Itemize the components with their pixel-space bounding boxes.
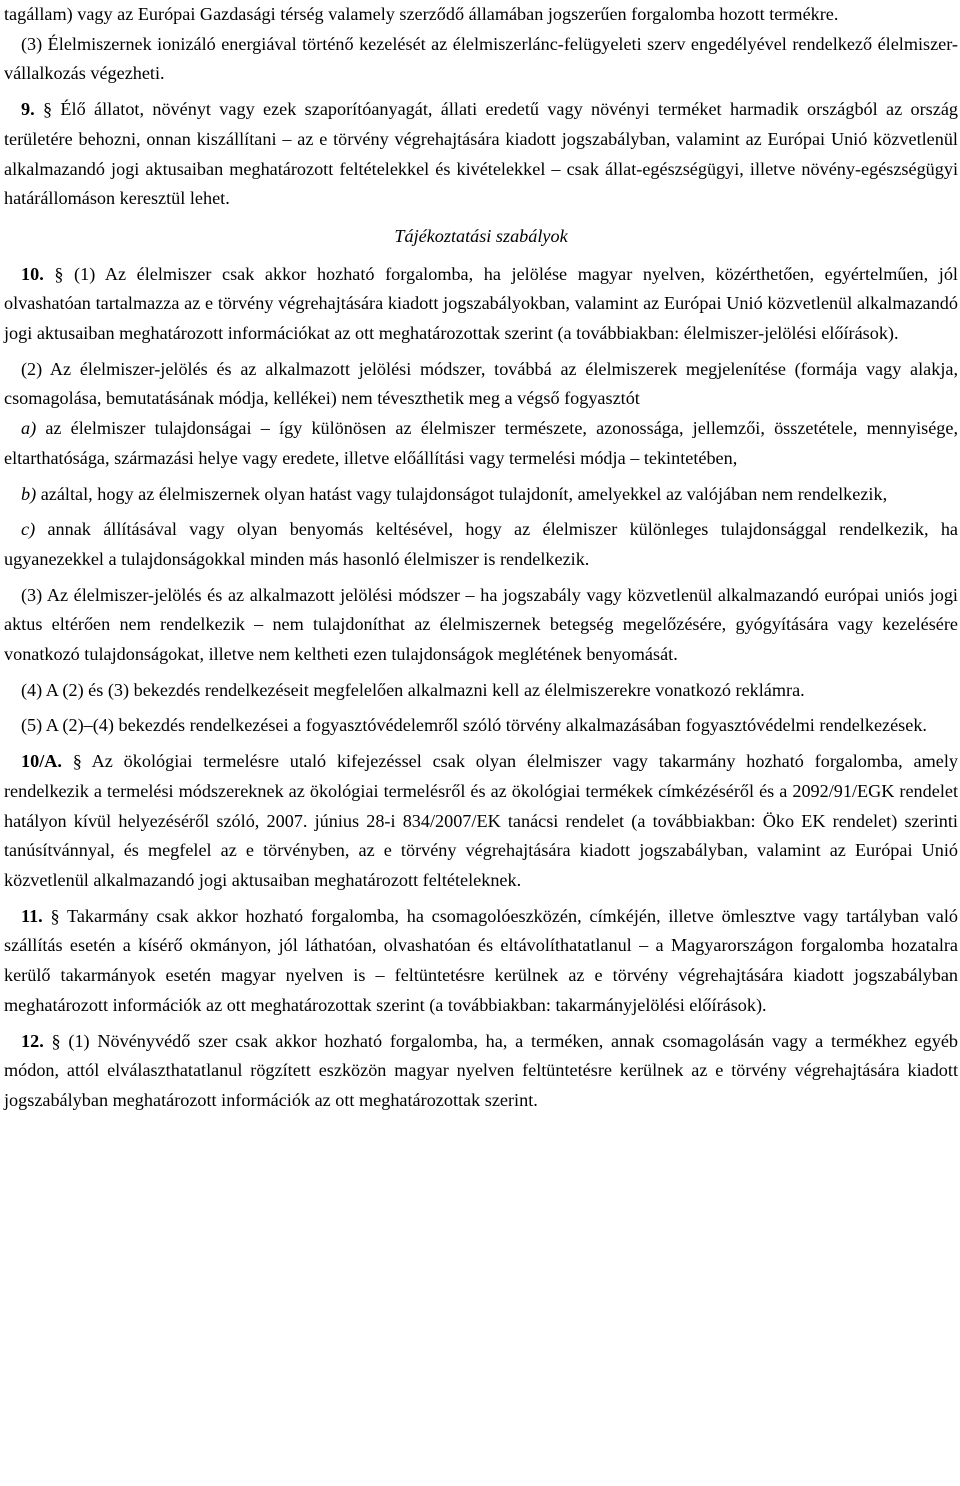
section-10a — [4, 747, 958, 896]
section-10-1-text: § (1) Az élelmiszer csak akkor hozható forgalomba, ha jelölése magyar nyelven, közérthetően, egyértelműen, jól olvashatóan tartalmazza az e törvény végrehajtására kiadott jogszabályokban, valamint az Európai Unió közvetlenül alkalmazandó jogi aktusaiban meghatározott információkat az ott meghatározottak szerint (a továbbiakban: élelmiszer-jelölési előírások). — [4, 263, 958, 344]
point-b-label: b) — [21, 483, 37, 504]
section-10-5: (5) A (2)–(4) bekezdés rendelkezései a fogyasztóvédelemről szóló törvény alkalmazásában fogyasztóvédelmi rendelkezések. — [21, 715, 927, 736]
section-10a-text: § Az ökológiai termelésre utaló kifejezéssel csak olyan élelmiszer vagy takarmány hozható forgalomba, amely rendelkezik a termelési módszereknek az ökológiai termelésről és az ökológiai termékek címkézéséről és a 2092/91/EGK rendelet hatályon kívül helyezéséről szóló, 2007. június 28-i 834/2007/EK tanácsi rendelet (a továbbiakban: Öko EK rendelet) szerinti tanúsítvánnyal, és megfelel az e törvényben, az e törvény végrehajtására kiadott jogszabályban, valamint az Európai Unió közvetlenül alkalmazandó jogi aktusaiban meghatározott feltételeknek. — [4, 751, 958, 890]
section-12-1-text: § (1) Növényvédő szer csak akkor hozható forgalomba, ha, a terméken, annak csomagolásán vagy a termékhez egyéb módon, attól elválaszthatatlanul rögzített eszközön magyar nyelven feltüntetésre kerülnek az e törvény végrehajtására kiadott jogszabályban meghatározott információk az ott meghatározottak szerint. — [4, 1030, 958, 1110]
section-10a-number: 10/A. — [21, 751, 62, 772]
section-10-2-a — [4, 414, 958, 473]
section-9-number: 9. — [21, 99, 35, 120]
section-10-1 — [4, 260, 958, 349]
section-10-number: 10. — [21, 263, 44, 284]
section-10-3: (3) Az élelmiszer-jelölés és az alkalmazott jelölési módszer – ha jogszabály vagy közvetlenül alkalmazandó európai uniós jogi aktus eltérően nem rendelkezik – nem tulajdoníthat az élelmiszernek betegség megelőzésére, gyógyítására vagy kezelésére vonatkozó tulajdonságokat, illetve nem keltheti ezen tulajdonságok meglétének benyomását. — [4, 584, 958, 665]
point-a-label: a) — [21, 418, 37, 439]
point-a-text: az élelmiszer tulajdonságai – így különösen az élelmiszer természete, azonossága, jellemzői, összetétele, mennyisége, eltarthatósága, származási helye vagy eredete, illetve előállítási vagy termelési módja – tekintetében, — [4, 418, 958, 468]
section-9-text: § Élő állatot, növényt vagy ezek szaporítóanyagát, állati eredetű vagy növényi terméket harmadik országból az ország területére behozni, onnan kiszállítani – az e törvény végrehajtására kiadott jogszabályban, valamint az Európai Unió közvetlenül alkalmazandó jogi aktusaiban meghatározott feltételekkel és kivételekkel – csak állat-egészségügyi, illetve növény-egészségügyi határállomáson keresztül lehet. — [4, 99, 958, 209]
section-heading: Tájékoztatási szabályok — [394, 225, 568, 246]
paragraph-8-3: (3) Élelmiszernek ionizáló energiával történő kezelését az élelmiszerlánc-felügyeleti szerv engedélyével rendelkező élelmiszer-vállalkozás végezheti. — [4, 33, 958, 84]
point-b-text: azáltal, hogy az élelmiszernek olyan hatást vagy tulajdonságot tulajdonít, amelyekkel az valójában nem rendelkezik, — [36, 483, 888, 504]
section-11-number: 11. — [21, 905, 43, 926]
section-9 — [4, 95, 958, 214]
paragraph-continuation: tagállam) vagy az Európai Gazdasági térség valamely szerződő államában jogszerűen forgalomba hozott termékre. — [4, 4, 839, 24]
section-10-2: (2) Az élelmiszer-jelölés és az alkalmazott jelölési módszer, továbbá az élelmiszerek megjelenítése (formája vagy alakja, csomagolása, bemutatásának módja, kellékei) nem téveszthetik meg a végső fogyasztót — [4, 358, 958, 409]
section-12-1 — [4, 1027, 958, 1116]
section-12-number: 12. — [21, 1030, 44, 1051]
section-10-4: (4) A (2) és (3) bekezdés rendelkezéseit megfelelően alkalmazni kell az élelmiszerekre vonatkozó reklámra. — [21, 679, 805, 700]
point-c-text: annak állításával vagy olyan benyomás keltésével, hogy az élelmiszer különleges tulajdonsággal rendelkezik, ha ugyanezekkel a tulajdonságokkal minden más hasonló élelmiszer is rendelkezik. — [4, 519, 958, 569]
section-11 — [4, 902, 958, 1021]
section-11-text: § Takarmány csak akkor hozható forgalomba, ha csomagolóeszközén, címkéjén, illetve ömlesztve vagy tartályban való szállítás esetén a kísérő okmányon, jól láthatóan, olvashatóan és eltávolíthatatlanul – a Magyarországon forgalomba hozatalra kerülő takarmányok esetén magyar nyelven is – feltüntetésre kerülnek az e törvény végrehajtására kiadott jogszabályban meghatározott információk az ott meghatározottak szerint (a továbbiakban: takarmányjelölési előírások). — [4, 905, 958, 1015]
point-c-label: c) — [21, 519, 36, 540]
section-10-2-c — [4, 515, 958, 574]
section-10-2-b — [4, 480, 958, 510]
